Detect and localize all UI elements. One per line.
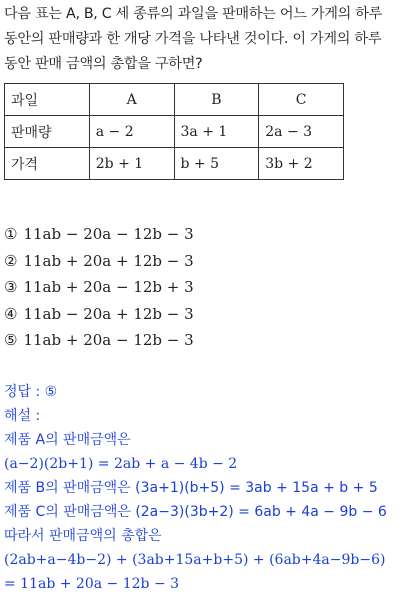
- answer-choices: [4, 221, 194, 354]
- table-cell: 3b + 2: [259, 148, 344, 180]
- table-row: [5, 116, 344, 148]
- explanation-line: = 11ab + 20a − 12b − 3: [4, 576, 180, 592]
- table-row-label: 가격: [5, 148, 90, 180]
- answer-label: 정답 : ⑤: [4, 384, 58, 400]
- explanation-label: 해설 :: [4, 408, 41, 424]
- table-header-cell: 과일: [5, 84, 90, 116]
- explanation-line: (2ab+a−4b−2) + (3ab+15a+b+5) + (6ab+4a−9b−6): [4, 552, 386, 568]
- choice-3[interactable]: [4, 274, 194, 301]
- table-row: [5, 148, 344, 180]
- explanation-line: 따라서 판매금액의 총합은: [4, 528, 162, 544]
- choice-number: ②: [4, 251, 18, 270]
- table-header-cell: B: [174, 84, 259, 116]
- choice-number: ③: [4, 278, 18, 296]
- choice-expression: 11ab + 20a − 12b + 3: [23, 278, 194, 296]
- choice-expression: 11ab − 20a − 12b − 3: [23, 225, 194, 243]
- table-row-label: 판매량: [5, 116, 90, 148]
- table-cell: a − 2: [89, 116, 174, 148]
- table-cell: 3a + 1: [174, 116, 259, 148]
- table-header-row: [5, 84, 344, 116]
- choice-number: ①: [4, 225, 18, 243]
- choice-4[interactable]: [4, 301, 194, 328]
- question-text: 다음 표는 A, B, C 세 종류의 과일을 판매하는 어느 가게의 하루 동안의 판매량과 한 개당 가격을 나타낸 것이다. 이 가게의 하루 동안 판매 금액의 총합을 구하면?: [4, 6, 383, 72]
- choice-expression: 11ab + 20a + 12b − 3: [23, 251, 194, 270]
- table-cell: b + 5: [174, 148, 259, 180]
- explanation-line: 제품 B의 판매금액은 (3a+1)(b+5) = 3ab + 15a + b + 5: [4, 480, 378, 496]
- choice-number: ④: [4, 304, 18, 323]
- fruit-sales-table: [4, 83, 344, 180]
- choice-5[interactable]: [4, 327, 194, 354]
- explanation-line: 제품 A의 판매금액은: [4, 432, 131, 448]
- choice-1[interactable]: [4, 221, 194, 248]
- table-header-cell: A: [89, 84, 174, 116]
- answer-section: [4, 380, 398, 596]
- table-cell: 2b + 1: [89, 148, 174, 180]
- choice-expression: 11ab − 20a + 12b − 3: [23, 304, 194, 323]
- choice-2[interactable]: [4, 248, 194, 275]
- table-cell: 2a − 3: [259, 116, 344, 148]
- table-header-cell: C: [259, 84, 344, 116]
- choice-number: ⑤: [4, 331, 18, 349]
- explanation-line: 제품 C의 판매금액은 (2a−3)(3b+2) = 6ab + 4a − 9b − 6: [4, 504, 387, 520]
- explanation-line: (a−2)(2b+1) = 2ab + a − 4b − 2: [4, 456, 238, 472]
- choice-expression: 11ab + 20a − 12b − 3: [23, 331, 194, 349]
